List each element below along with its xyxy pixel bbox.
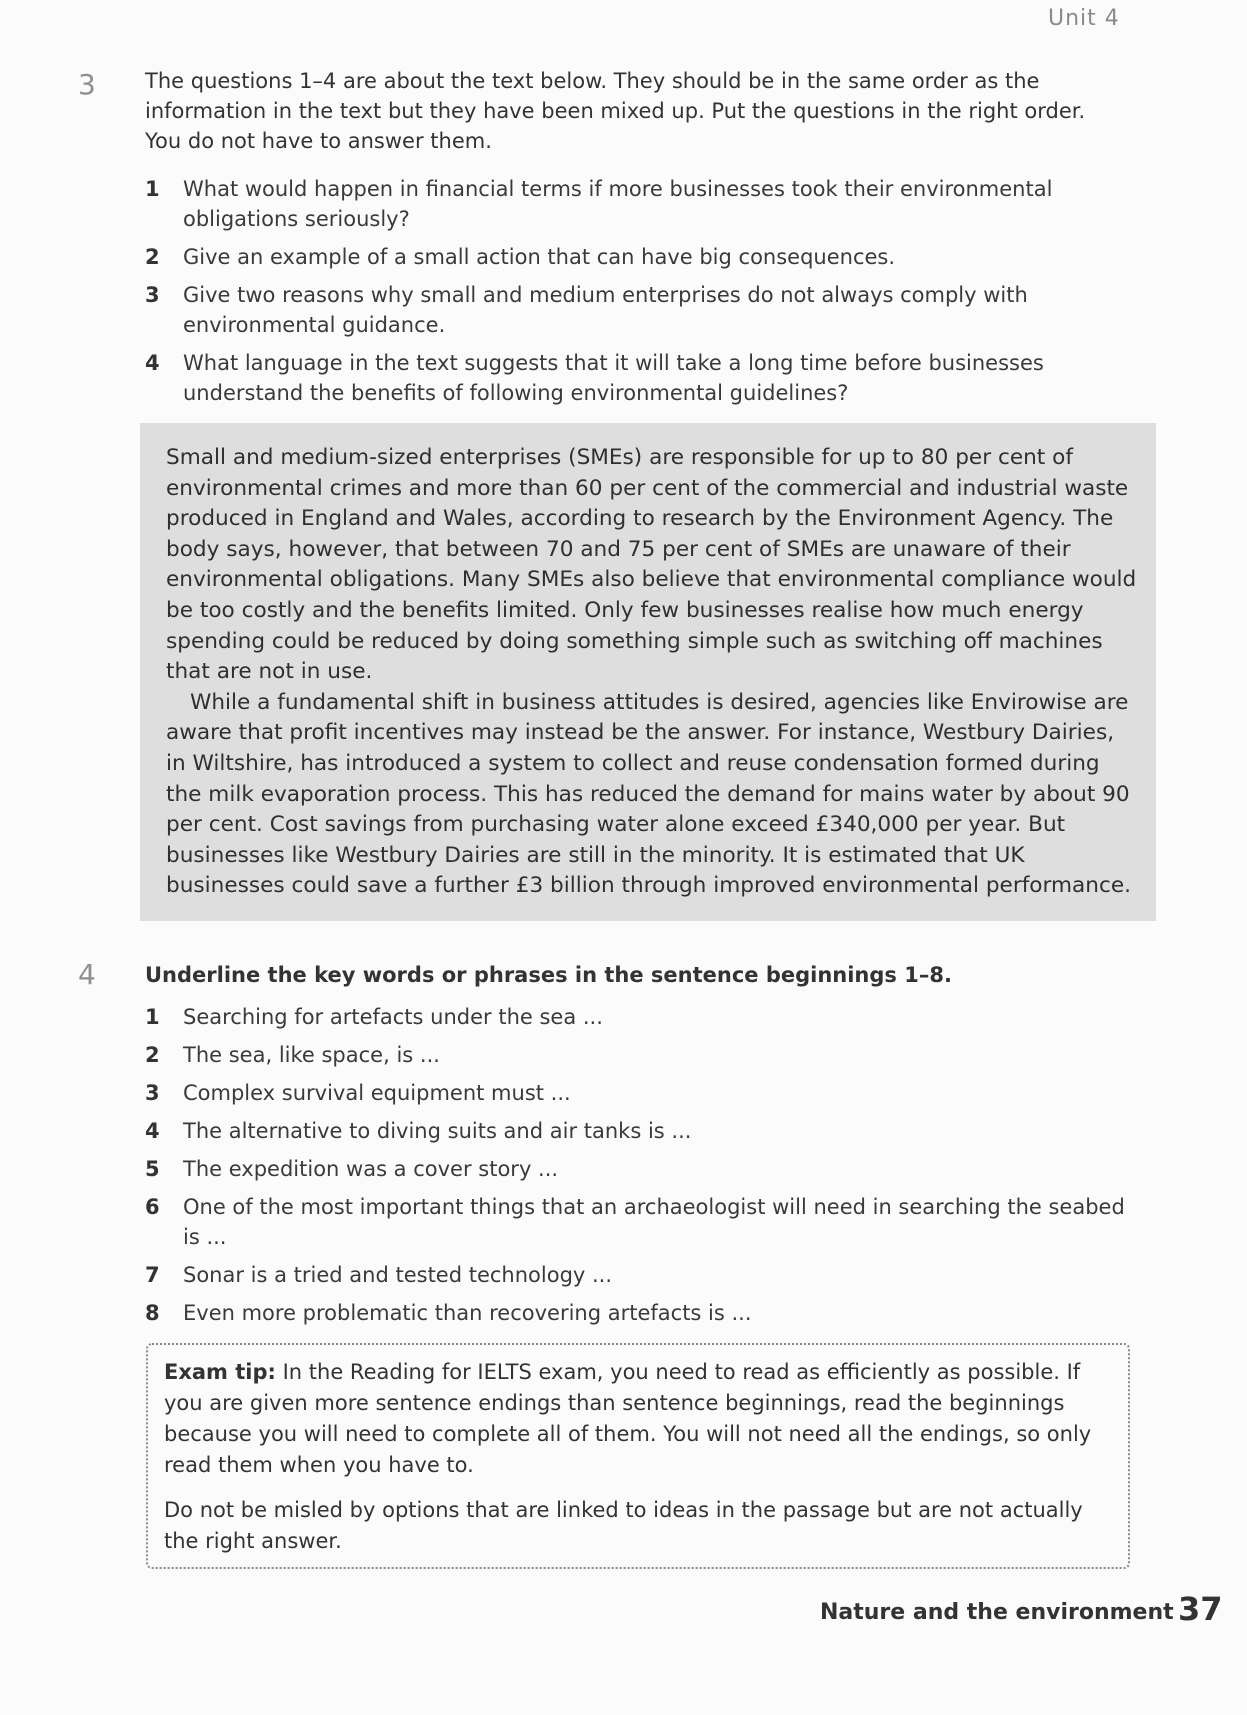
- question-item: [145, 174, 1125, 234]
- question-text: What would happen in financial terms if more businesses took their environmental obligations seriously?: [183, 177, 1053, 231]
- page-number: 37: [1178, 1590, 1223, 1628]
- sentence-item: [145, 1260, 1125, 1290]
- sentence-item: [145, 1116, 1125, 1146]
- passage-paragraph: Small and medium-sized enterprises (SMEs) are responsible for up to 80 per cent of environmental crimes and more than 60 per cent of the commercial and industrial waste produced in England and Wales, according to research by the Environment Agency. The body says, however, that between 70 and 75 per cent of SMEs are unaware of their environmental obligations. Many SMEs also believe that environmental compliance would be too costly and the benefits limited. Only few businesses realise how much energy spending could be reduced by doing something simple such as switching off machines that are not in use.: [166, 445, 1137, 685]
- question-number: 1: [145, 177, 160, 201]
- unit-header: Unit 4: [1048, 6, 1120, 31]
- sentence-number: 7: [145, 1263, 160, 1287]
- exercise-3-questions: [145, 174, 1125, 416]
- exam-tip-paragraph: [164, 1357, 1114, 1481]
- sentence-text: Even more problematic than recovering artefacts is ...: [183, 1301, 752, 1325]
- sentence-item: [145, 1298, 1125, 1328]
- sentence-number: 3: [145, 1081, 160, 1105]
- exercise-3-number: 3: [78, 68, 96, 101]
- sentence-item: [145, 1002, 1125, 1032]
- sentence-item: [145, 1040, 1125, 1070]
- sentence-item: [145, 1192, 1125, 1252]
- sentence-number: 2: [145, 1043, 160, 1067]
- question-number: 3: [145, 283, 160, 307]
- passage-paragraph: While a fundamental shift in business attitudes is desired, agencies like Envirowise are aware that profit incentives may instead be the answer. For instance, Westbury Dairies, in Wiltshire, has introduced a system to collect and reuse condensation formed during the milk evaporation process. This has reduced the demand for mains water by about 90 per cent. Cost savings from purchasing water alone exceed £340,000 per year. But businesses like Westbury Dairies are still in the minority. It is estimated that UK businesses could save a further £3 billion through improved environmental performance.: [166, 689, 1131, 899]
- sentence-number: 4: [145, 1119, 160, 1143]
- question-item: [145, 280, 1125, 340]
- footer-title: Nature and the environment: [820, 1600, 1174, 1625]
- sentence-text: Searching for artefacts under the sea ...: [183, 1005, 603, 1029]
- sentence-item: [145, 1154, 1125, 1184]
- question-item: [145, 348, 1125, 408]
- exam-tip-paragraph: Do not be misled by options that are linked to ideas in the passage but are not actually the right answer.: [164, 1498, 1083, 1553]
- exam-tip-box: [146, 1343, 1130, 1569]
- sentence-text: Sonar is a tried and tested technology ...: [183, 1263, 613, 1287]
- sentence-text: The alternative to diving suits and air tanks is ...: [183, 1119, 692, 1143]
- exercise-4-number: 4: [78, 958, 96, 991]
- question-text: What language in the text suggests that it will take a long time before businesses understand the benefits of following environmental guidelines?: [183, 351, 1044, 405]
- exam-tip-label: Exam tip:: [164, 1360, 276, 1384]
- exercise-4-instruction: Underline the key words or phrases in the sentence beginnings 1–8.: [145, 963, 952, 987]
- reading-passage: [140, 423, 1156, 921]
- exam-tip-text: In the Reading for IELTS exam, you need to read as efficiently as possible. If you are given more sentence endings than sentence beginnings, read the beginnings because you will need to complete all of them. You will not need all the endings, so only read them when you have to.: [164, 1360, 1092, 1477]
- question-text: Give an example of a small action that can have big consequences.: [183, 245, 896, 269]
- sentence-number: 8: [145, 1301, 160, 1325]
- sentence-text: One of the most important things that an archaeologist will need in searching the seabed is ...: [183, 1195, 1125, 1249]
- question-number: 4: [145, 351, 160, 375]
- sentence-number: 6: [145, 1195, 160, 1219]
- exercise-4-items: [145, 1002, 1125, 1336]
- sentence-text: Complex survival equipment must ...: [183, 1081, 571, 1105]
- sentence-number: 5: [145, 1157, 160, 1181]
- sentence-item: [145, 1078, 1125, 1108]
- question-number: 2: [145, 245, 160, 269]
- exercise-3-instruction: The questions 1–4 are about the text below. They should be in the same order as the information in the text but they have been mixed up. Put the questions in the right order. You do not have to answer them.: [145, 69, 1086, 153]
- question-text: Give two reasons why small and medium enterprises do not always comply with environmental guidance.: [183, 283, 1028, 337]
- sentence-text: The sea, like space, is ...: [183, 1043, 440, 1067]
- question-item: [145, 242, 1125, 272]
- sentence-text: The expedition was a cover story ...: [183, 1157, 559, 1181]
- sentence-number: 1: [145, 1005, 160, 1029]
